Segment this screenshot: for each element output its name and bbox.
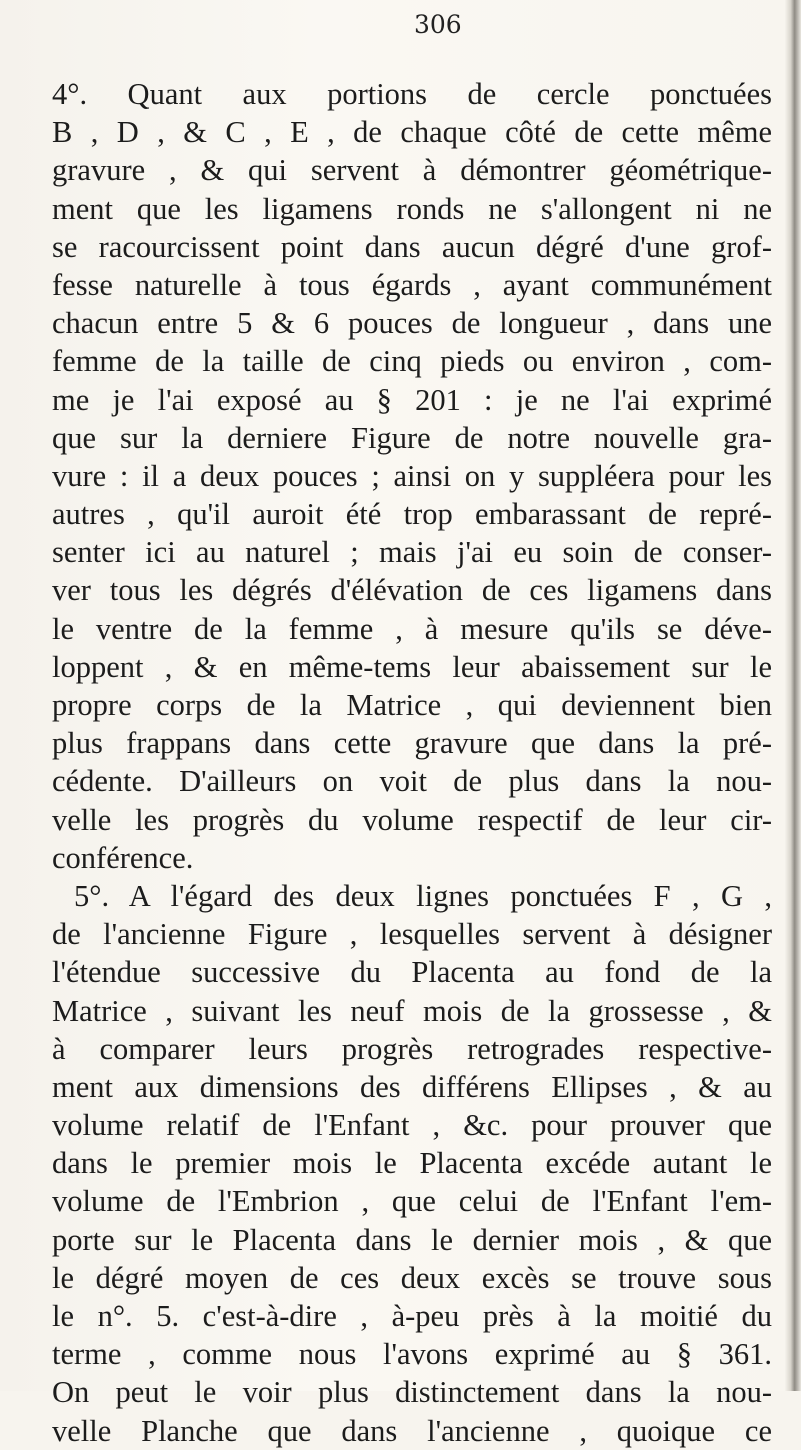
- text-line: conférence.: [52, 840, 194, 875]
- text-line: l'étendue successive du Placenta au fond de la: [52, 955, 772, 990]
- text-line: velle les progrès du volume respectif de leur cir-: [52, 802, 772, 837]
- text-line: volume relatif de l'Enfant , &c. pour prouver que: [52, 1108, 772, 1143]
- text-line: B , D , & C , E , de chaque côté de cette même: [52, 115, 772, 150]
- text-line: senter ici au naturel ; mais j'ai eu soin de conser-: [52, 535, 772, 570]
- text-line: le dégré moyen de ces deux excès se trouve sous: [52, 1260, 772, 1295]
- page-number: 306: [414, 10, 462, 39]
- text-line: autres , qu'il auroit été trop embarassant de repré-: [52, 497, 772, 532]
- text-line: propre corps de la Matrice , qui deviennent bien: [52, 688, 772, 722]
- page-edge: [785, 0, 801, 1391]
- text-line: à comparer leurs progrès retrogrades respective-: [52, 1031, 772, 1066]
- text-line: de l'ancienne Figure , lesquelles servent à désigner: [52, 917, 772, 952]
- text-line: plus frappans dans cette gravure que dans la pré-: [52, 726, 772, 761]
- text-line: 4°. Quant aux portions de cercle ponctuées: [52, 77, 772, 111]
- text-line: 5°. A l'égard des deux lignes ponctuées F , G ,: [74, 878, 772, 913]
- body-text: [52, 75, 772, 1450]
- text-line: ver tous les dégrés d'élévation de ces ligamens dans: [52, 573, 772, 608]
- text-line: se racourcissent point dans aucun dégré d'une grof-: [52, 229, 772, 264]
- text-line: chacun entre 5 & 6 pouces de longueur , dans une: [52, 306, 772, 341]
- text-line: gravure , & qui servent à démontrer géométrique-: [52, 153, 772, 188]
- text-line: Matrice , suivant les neuf mois de la grossesse , &: [52, 993, 772, 1028]
- text-line: que sur la derniere Figure de notre nouvelle gra-: [52, 420, 772, 455]
- text-line: le n°. 5. c'est-à-dire , à-peu près à la moitié du: [52, 1299, 772, 1333]
- text-line: velle Planche que dans l'ancienne , quoique ce: [52, 1413, 772, 1448]
- text-line: le ventre de la femme , à mesure qu'ils se déve-: [52, 611, 772, 646]
- text-line: volume de l'Embrion , que celui de l'Enfant l'em-: [52, 1184, 772, 1219]
- text-line: ment aux dimensions des différens Ellipses , & au: [52, 1069, 772, 1104]
- text-line: femme de la taille de cinq pieds ou environ , com-: [52, 344, 772, 379]
- text-line: fesse naturelle à tous égards , ayant communément: [52, 267, 772, 302]
- text-line: loppent , & en même-tems leur abaissement sur le: [52, 649, 772, 684]
- text-line: dans le premier mois le Placenta excéde autant le: [52, 1146, 772, 1181]
- text-line: cédente. D'ailleurs on voit de plus dans la nou-: [52, 764, 772, 799]
- text-line: ment que les ligamens ronds ne s'allongent ni ne: [52, 191, 772, 226]
- text-line: terme , comme nous l'avons exprimé au § 361.: [52, 1337, 772, 1372]
- text-line: porte sur le Placenta dans le dernier mois , & que: [52, 1222, 772, 1257]
- text-line: me je l'ai exposé au § 201 : je ne l'ai exprimé: [52, 382, 772, 417]
- text-line: On peut le voir plus distinctement dans la nou-: [52, 1375, 772, 1410]
- text-line: vure : il a deux pouces ; ainsi on y suppléera pour les: [52, 458, 772, 493]
